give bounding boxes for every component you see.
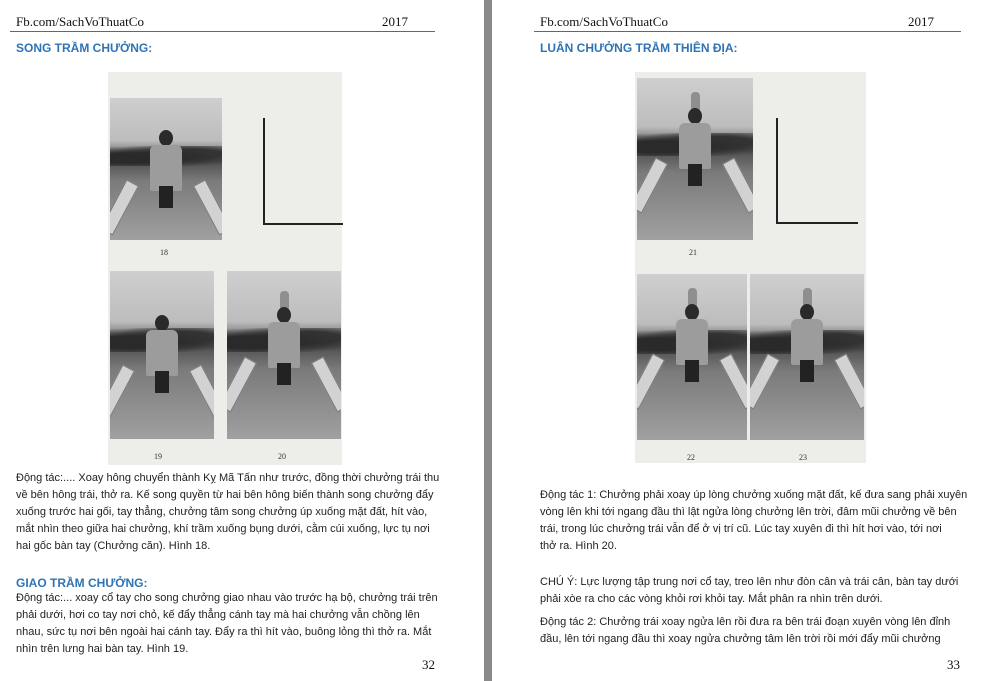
body-line: phải dưới, hơi co tay nơi chỏ, kế đẩy thẳng cánh tay mà hai chưởng vẫn chồng lên [16,609,420,621]
page-number: 32 [422,657,435,672]
body-line: Động tác 1: Chưởng phải xoay úp lòng chưởng xuống mặt đất, kế đưa sang phải xuyên [540,489,968,501]
section-title-giao-tram-chuong: GIAO TRẦM CHƯỞNG: [16,576,148,590]
section-title-song-tram-chuong: SONG TRẦM CHƯỞNG: [16,41,153,55]
figure-label-19: 19 [154,452,162,461]
body-line: trái, trong lúc chưởng trái vẫn để ở vị trí cũ. Lúc tay xuyên đi thì hít hơi vào, tới nơi [540,523,942,535]
body-line: vòng lên khi tới ngang đầu thì lật ngửa lòng chưởng lên trời, đâm mũi chưởng về bên [540,506,957,518]
body-line: Động tác 2: Chưởng trái xoay ngửa lên rồi đưa ra bên trái đoạn xuyên vòng lên đỉnh [540,616,951,628]
paragraph-chu-y [540,574,980,608]
body-line: xuống trước hai gối, tay thẳng, chưởng tâm song chưởng úp xuống mặt đất, hít vào, [16,506,428,518]
corner-mark [263,118,343,225]
header-rule [10,31,435,32]
page-number: 33 [947,657,960,672]
header-year: 2017 [382,14,408,29]
body-line: Động tác:... xoay cổ tay cho song chưởng giao nhau vào trước hạ bộ, chưởng trái trên [16,592,438,604]
body-line: nhìn trên lưng hai bàn tay. Hình 19. [16,643,189,655]
figure-label-23: 23 [799,453,807,462]
paragraph-dong-tac-1 [540,487,980,555]
body-line: Động tác:.... Xoay hông chuyển thành Kỵ Mã Tấn như trước, đồng thời chưởng trái thu [16,472,440,484]
header-site: Fb.com/SachVoThuatCo [540,14,668,29]
photo-figure-21 [637,78,753,240]
page-32 [0,0,484,681]
photo-plate [108,72,342,465]
corner-mark [776,118,858,224]
body-line: hai gốc bàn tay (Chưởng căn). Hình 18. [16,540,211,552]
body-line: phải xòe ra cho các vòng khỏi rơi khỏi tay. Mắt phân ra nhìn trên dưới. [540,593,883,605]
photo-figure-20 [227,271,341,439]
section1-body [16,470,456,555]
body-line: thở ra. Hình 20. [540,540,617,552]
photo-figure-18 [110,98,222,240]
header-year: 2017 [908,14,934,29]
header-site: Fb.com/SachVoThuatCo [16,14,144,29]
paragraph-dong-tac-2 [540,614,980,648]
body-line: CHÚ Ý: Lực lượng tập trung nơi cổ tay, treo lên như đòn cân và trái cân, bàn tay dưới [540,576,959,588]
photo-figure-23 [750,274,864,440]
section2-body [16,590,456,658]
header-rule [534,31,961,32]
body-line: đầu, lên tới ngang đầu thì xoay ngửa chưởng tâm lên trời rồi mới đẩy mũi chưởng [540,633,941,645]
body-line: về bên hông trái, thở ra. Kế song quyền từ hai bên hông biến thành song chưởng đẩy [16,489,434,501]
photo-figure-22 [637,274,747,440]
figure-label-21: 21 [689,248,697,257]
photo-figure-19 [110,271,214,439]
body-line: mắt nhìn theo giữa hai chưởng, khí trầm xuống bụng dưới, cằm cúi xuống, lực tụ nơi [16,523,430,535]
figure-label-22: 22 [687,453,695,462]
photo-plate [635,72,866,463]
figure-label-18: 18 [160,248,168,257]
section-title-luan-chuong: LUÂN CHƯỞNG TRẦM THIÊN ĐỊA: [540,41,738,55]
body-line: nhau, sức tụ nơi bên ngoài hai cánh tay. Đẩy ra thì hít vào, buông lỏng thì thở ra. Mắt [16,626,432,638]
figure-label-20: 20 [278,452,286,461]
page-33 [492,0,995,681]
